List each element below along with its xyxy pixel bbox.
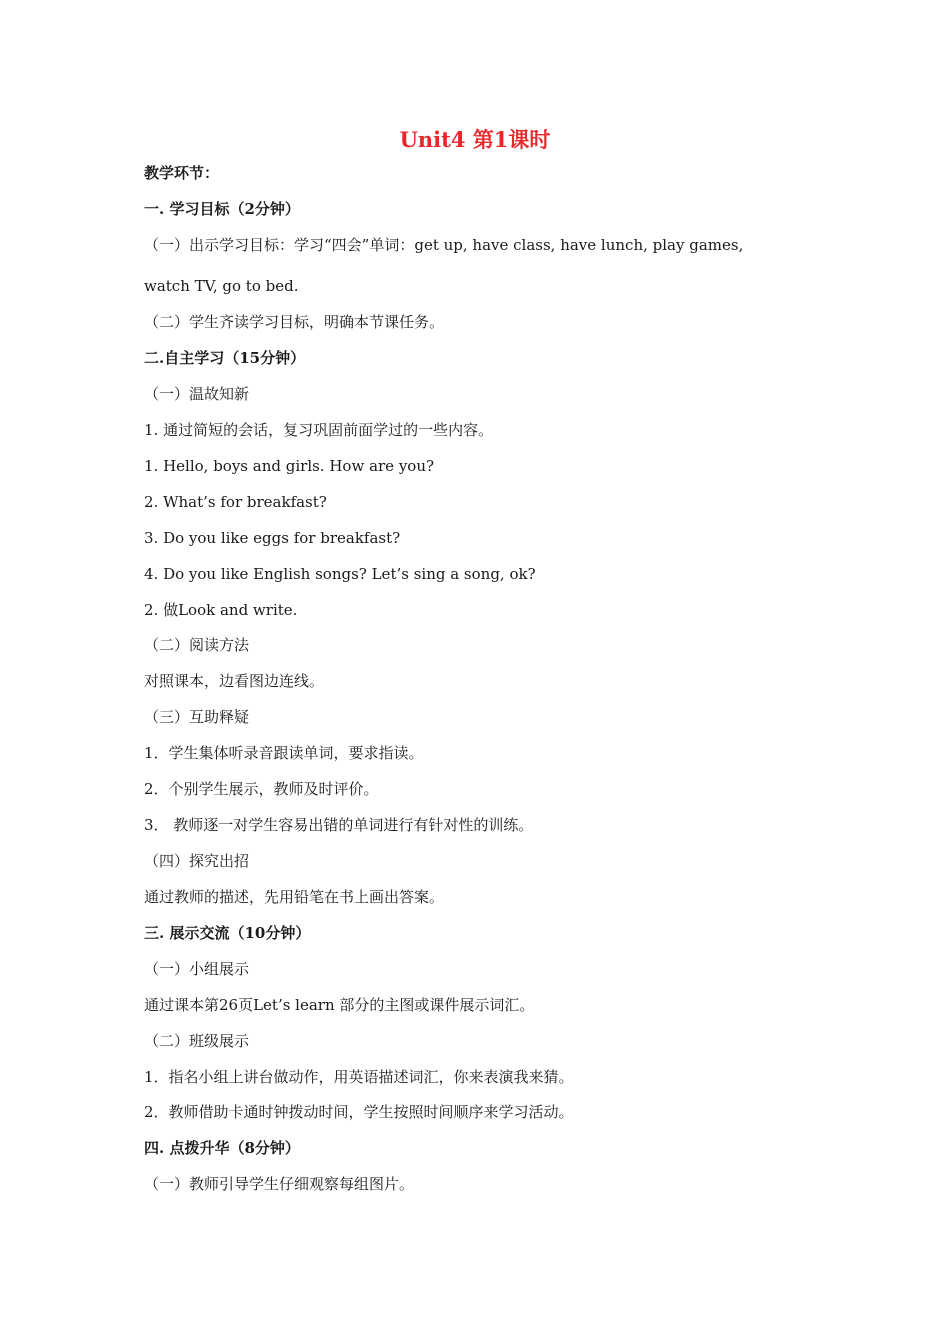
paragraph-line: （一）教师引导学生仔细观察每组图片。 [144,1175,415,1193]
section-heading-4: 四. 点拨升华（8分钟） [144,1139,300,1157]
section-heading-2: 二.自主学习（15分钟） [144,349,306,367]
paragraph-line: （三）互助释疑 [144,708,250,726]
paragraph-line: 2. 做Look and write. [144,601,298,619]
paragraph-line: 1. 通过简短的会话，复习巩固前面学过的一些内容。 [144,421,494,439]
paragraph-line: （一）温故知新 [144,385,250,403]
paragraph-line: （二）学生齐读学习目标，明确本节课任务。 [144,313,445,331]
paragraph-line: （二）班级展示 [144,1032,250,1050]
paragraph-line: 3． 教师逐一对学生容易出错的单词进行有针对性的训练。 [144,816,534,834]
paragraph-line: 4. Do you like English songs? Let’s sing a song, ok? [144,565,536,583]
paragraph-line: 2．个别学生展示，教师及时评价。 [144,780,379,798]
paragraph-line: watch TV, go to bed. [144,277,299,295]
paragraph-line: 3. Do you like eggs for breakfast? [144,529,401,547]
paragraph-line: 2. What’s for breakfast? [144,493,327,511]
paragraph-line: 1. Hello, boys and girls. How are you? [144,457,435,475]
paragraph-line: 1．指名小组上讲台做动作，用英语描述词汇，你来表演我来猜。 [144,1068,574,1086]
paragraph-line: 通过课本第26页Let’s learn 部分的主图或课件展示词汇。 [144,996,535,1014]
paragraph-line: （一）小组展示 [144,960,250,978]
section-heading-1: 一. 学习目标（2分钟） [144,200,300,218]
paragraph-line: （一）出示学习目标：学习“四会”单词：get up, have class, have lunch, play games, [144,236,744,254]
paragraph-line: 1．学生集体听录音跟读单词，要求指读。 [144,744,424,762]
document-title: Unit4 第1课时 [399,127,551,152]
paragraph-line: 2．教师借助卡通时钟拨动时间，学生按照时间顺序来学习活动。 [144,1103,574,1121]
paragraph-line: （四）探究出招 [144,852,250,870]
section-label: 教学环节： [144,164,220,182]
paragraph-line: （二）阅读方法 [144,636,250,654]
paragraph-line: 通过教师的描述，先用铅笔在书上画出答案。 [144,888,445,906]
paragraph-line: 对照课本，边看图边连线。 [144,672,325,690]
section-heading-3: 三. 展示交流（10分钟） [144,924,311,942]
